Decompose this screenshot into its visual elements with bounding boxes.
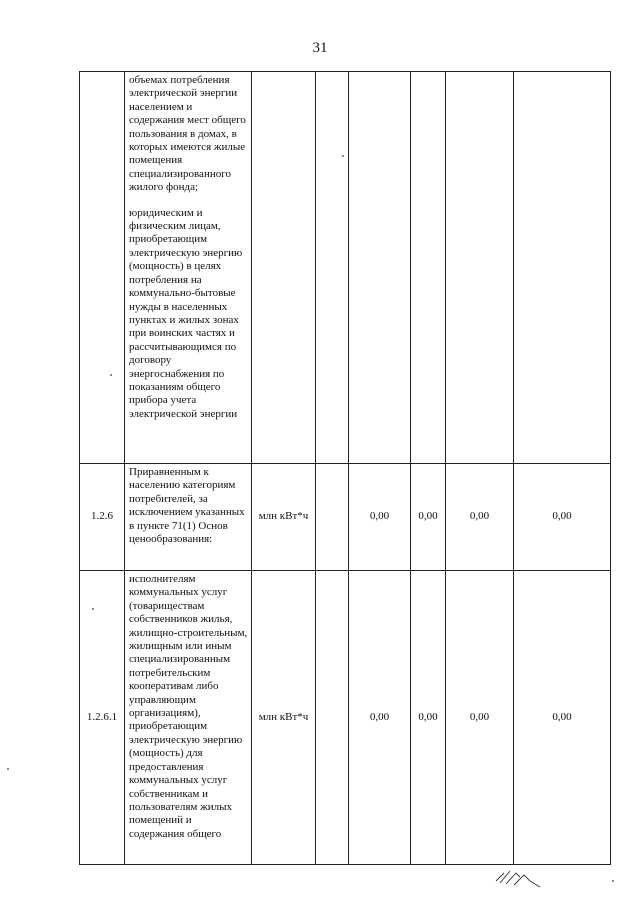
table-row (80, 571, 611, 865)
value-cell: 0,00 (514, 571, 611, 865)
row-description (125, 571, 252, 865)
table-row (80, 464, 611, 571)
scan-speck (92, 608, 94, 610)
description-paragraph: объемах потребления электрической энергии населением и содержания мест общего пользования в домах, в которых имеются жилые помещения специализированного жилого фонда; (129, 74, 246, 194)
value-cell: 0,00 (514, 464, 611, 571)
row-unit (252, 72, 316, 464)
value-cell (514, 72, 611, 464)
page-number: 31 (312, 40, 328, 56)
row-description (125, 464, 252, 571)
value-cell: 0,00 (349, 571, 411, 865)
value-cell: 0,00 (411, 571, 446, 865)
value-cell: 0,00 (446, 464, 514, 571)
row-code (80, 72, 125, 464)
scan-speck (612, 880, 614, 882)
value-cell: 0,00 (349, 464, 411, 571)
value-cell (316, 72, 349, 464)
value-cell (349, 72, 411, 464)
scan-speck (342, 155, 344, 157)
tariff-table (79, 71, 611, 865)
description-paragraph: исполнителям коммунальных услуг (товариществам собственников жилья, жилищно-строительным, жилищным или иным специализированным потребительским кооперативам либо управляющим организациям), приобретающим электрическую энергию (мощность) для предоставления коммунальных услуг собственникам и пользователям жилых помещений и содержания общего (129, 573, 248, 840)
value-cell: 0,00 (411, 464, 446, 571)
scan-speck (7, 768, 9, 770)
value-cell: 0,00 (446, 571, 514, 865)
value-cell (316, 464, 349, 571)
scan-speck (110, 374, 112, 376)
row-unit: млн кВт*ч (252, 464, 316, 571)
table-row (80, 72, 611, 464)
row-code: 1.2.6 (80, 464, 125, 571)
value-cell (411, 72, 446, 464)
row-unit: млн кВт*ч (252, 571, 316, 865)
row-code: 1.2.6.1 (80, 571, 125, 865)
value-cell (316, 571, 349, 865)
row-description (125, 72, 252, 464)
description-paragraph: Приравненным к населению категориям потребителей, за исключением указанных в пункте 71(1) Основ ценообразования: (129, 466, 245, 546)
signature-mark (494, 867, 544, 889)
value-cell (446, 72, 514, 464)
description-paragraph: юридическим и физическим лицам, приобретающим электрическую энергию (мощность) в целях потребления на коммунально-бытовые нужды в населенных пунктах и жилых зонах при воинских частях и рассчитывающимся по договору энергоснабжения по показаниям общего прибора учета электрической энергии (129, 206, 243, 420)
